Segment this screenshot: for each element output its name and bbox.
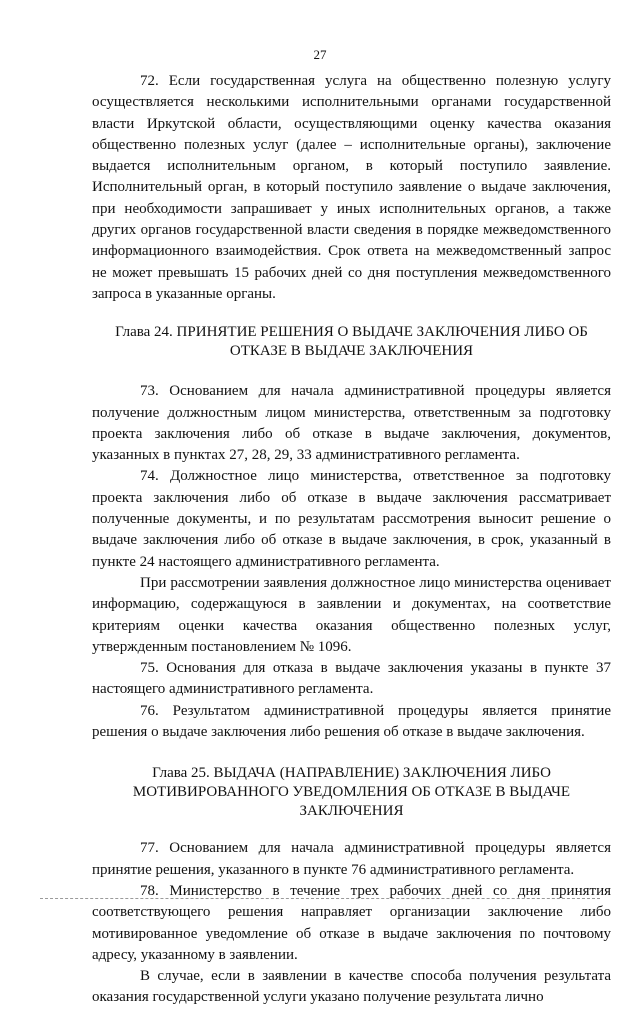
paragraph-76: 76. Результатом административной процедуры является принятие решения о выдаче заключения либо решения об отказе в выдаче заключения.: [92, 702, 611, 741]
paragraph-77: 77. Основанием для начала административной процедуры является принятие решения, указанного в пункте 76 административного регламента.: [92, 840, 611, 878]
paragraph-74-continued: При рассмотрении заявления должностное лицо министерства оценивает информацию, содержащуюся в заявлении и документах, на соответствие критериям оценки качества оказания общественно полезных услуг, утвержденным постановлением № 1096.: [92, 574, 611, 655]
paragraph-78: 78. Министерство в течение трех рабочих дней со дня принятия соответствующего решения направляет организации заключение либо мотивированное уведомление об отказе в выдаче заключения по почтовому адресу, указанному в заявлении.: [92, 882, 611, 963]
page-bottom-rule: [40, 898, 600, 899]
paragraph-72: 72. Если государственная услуга на общественно полезную услугу осуществляется несколькими исполнительными органами государственной власти Иркутской области, осуществляющими оценку качества оказания общественно полезных услуг (далее – исполнительные органы), заключение выдается исполнительным органом, в который поступило заявление. Исполнительный орган, в который поступило заявление о выдаче заключения, при необходимости запрашивает у иных исполнительных органов, а также других органов государственной власти сведения в порядке межведомственного информационного взаимодействия. Срок ответа на межведомственный запрос не может превышать 15 рабочих дней со дня поступления межведомственного запроса в указанные органы.: [92, 73, 611, 302]
document-body: [92, 71, 611, 1009]
paragraph-78-continued: В случае, если в заявлении в качестве способа получения результата оказания государственной услуги указано получение результата лично: [92, 968, 611, 1006]
paragraph-74: 74. Должностное лицо министерства, ответственное за подготовку проекта заключения либо об отказе в выдаче заключения рассматривает полученные документы, и по результатам рассмотрения выносит решение о выдаче заключения либо об отказе в выдаче заключения, в срок, указанный в пункте 24 настоящего административного регламента.: [92, 468, 611, 570]
paragraph-75: 75. Основания для отказа в выдаче заключения указаны в пункте 37 настоящего административного регламента.: [92, 660, 611, 698]
chapter-25-heading: Глава 25. ВЫДАЧА (НАПРАВЛЕНИЕ) ЗАКЛЮЧЕНИЯ ЛИБО МОТИВИРОВАННОГО УВЕДОМЛЕНИЯ ОБ ОТКАЗЕ В ВЫДАЧЕ ЗАКЛЮЧЕНИЯ: [132, 765, 571, 820]
chapter-24-heading: Глава 24. ПРИНЯТИЕ РЕШЕНИЯ О ВЫДАЧЕ ЗАКЛЮЧЕНИЯ ЛИБО ОБ ОТКАЗЕ В ВЫДАЧЕ ЗАКЛЮЧЕНИЯ: [115, 324, 588, 360]
page-number: 27: [313, 47, 327, 62]
paragraph-73: 73. Основанием для начала административной процедуры является получение должностным лицом министерства, ответственным за подготовку проекта заключения либо об отказе в выдаче заключения, документов, указанных в пунктах 27, 28, 29, 33 административного регламента.: [92, 383, 611, 464]
